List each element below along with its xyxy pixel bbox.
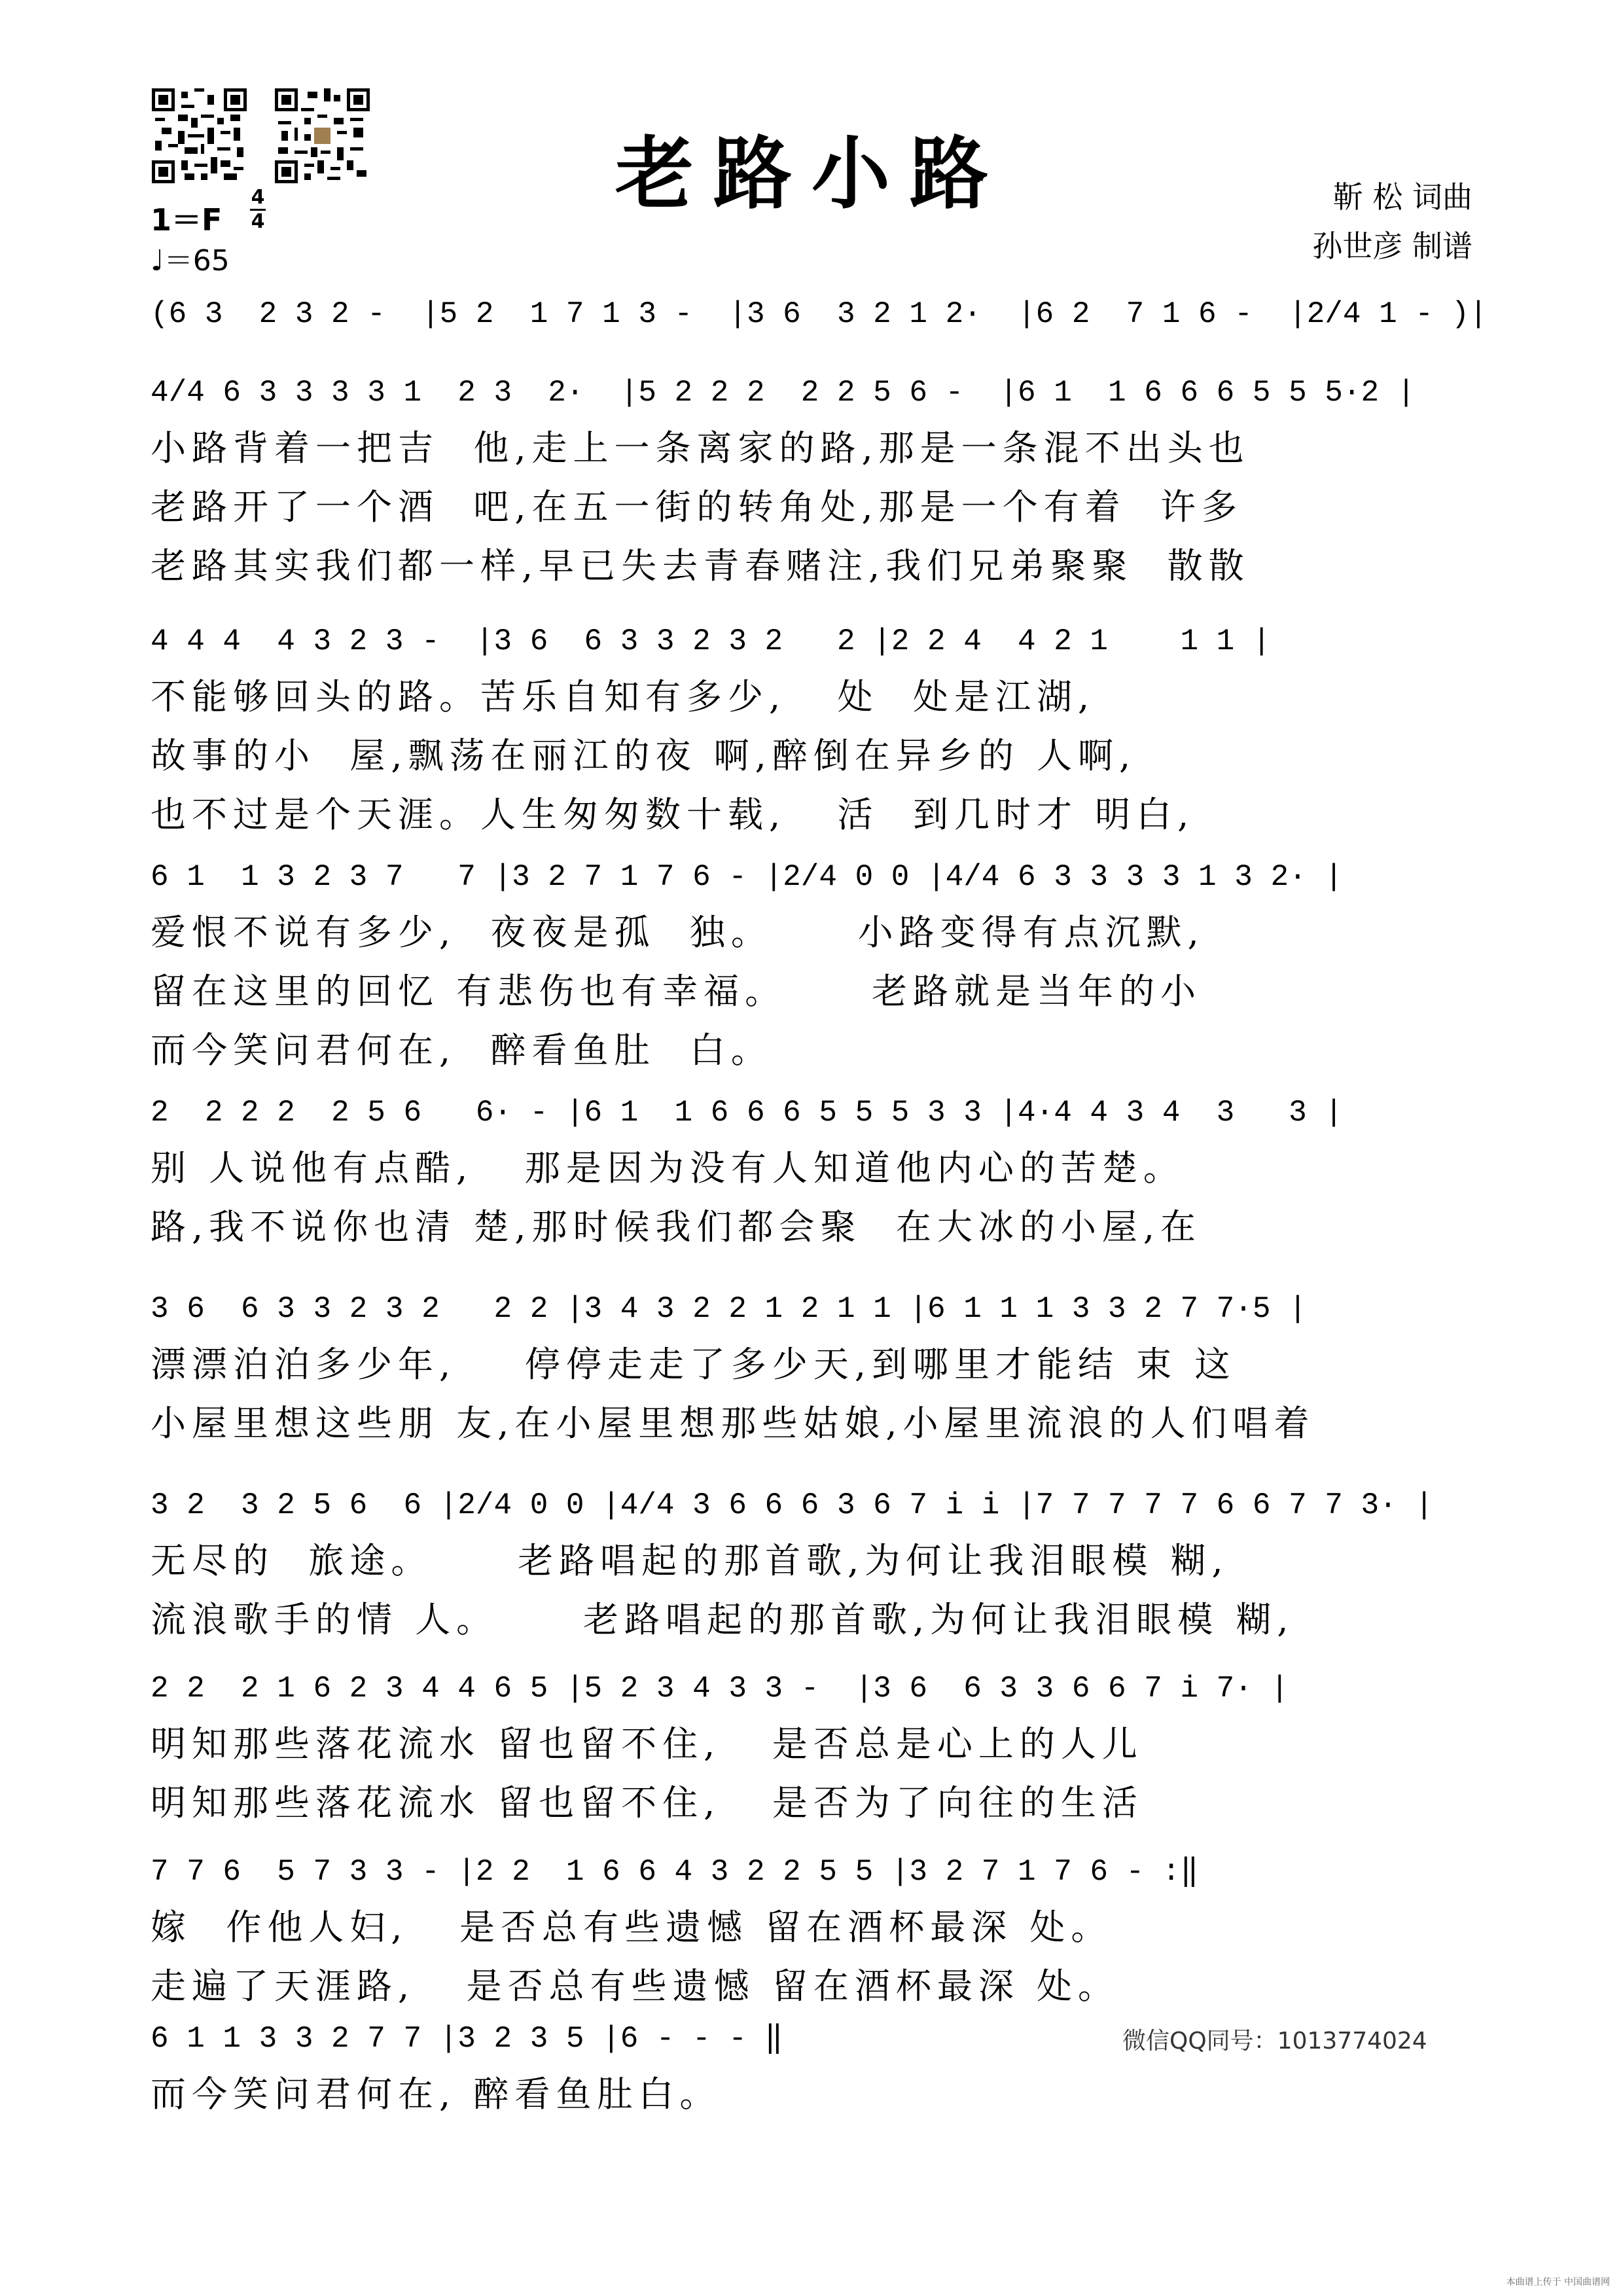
composer-credit: 靳 松 词曲 (1332, 179, 1472, 215)
time-signature-top: 4 (251, 186, 265, 209)
notation-line: 6 1 1 3 3 2 7 7 |3 2 3 5 |6 - - - ‖ (151, 2022, 783, 2056)
tempo-marking: ♩＝65 (151, 244, 230, 278)
score-system-5 (151, 1283, 1472, 1453)
score-system-0 (151, 288, 1488, 340)
score-system-2 (151, 615, 1472, 844)
lyric-verse-1: 无尽的 旅途。 老路唱起的那首歌,为何让我泪眼模 糊, (151, 1540, 1229, 1581)
transcriber-credit: 孙世彦 制谱 (1312, 228, 1472, 264)
notation-line: 3 2 3 2 5 6 6 |2/4 0 0 |4/4 3 6 6 6 3 6 7 i i |7 7 7 7 7 6 6 7 7 3· | (151, 1488, 1433, 1522)
notation-line: 4/4 6 3 3 3 3 1 2 3 2· |5 2 2 2 2 2 5 6 - |6 1 1 6 6 6 5 5 5·2 | (151, 376, 1416, 410)
lyric-verse-1: 小路背着一把吉 他,走上一条离家的路,那是一条混不出头也 (151, 427, 1250, 469)
score-system-1 (151, 367, 1472, 596)
lyric-verse-2: 流浪歌手的情 人。 老路唱起的那首歌,为何让我泪眼模 糊, (151, 1599, 1294, 1640)
lyric-verse-3: 老路其实我们都一样,早已失去青春赌注,我们兄弟聚聚 散散 (151, 545, 1250, 586)
time-signature-bottom: 4 (251, 210, 265, 233)
notation-line: 6 1 1 3 2 3 7 7 |3 2 7 1 7 6 - |2/4 0 0 |4/4 6 3 3 3 3 1 3 2· | (151, 860, 1343, 894)
lyric-verse-1: 明知那些落花流水 留也留不住, 是否总是心上的人儿 (151, 1723, 1143, 1765)
key-signature: 1＝F (151, 202, 223, 238)
lyric-verse-1: 嫁 作他人妇, 是否总有些遗憾 留在酒杯最深 处。 (151, 1907, 1113, 1948)
footer-watermark: 本曲谱上传于 中国曲谱网 (1506, 2277, 1610, 2287)
score-system-3 (151, 851, 1472, 1080)
notation-line: 3 6 6 3 3 2 3 2 2 2 |3 4 3 2 2 1 2 1 1 |6 1 1 1 3 3 2 7 7·5 | (151, 1292, 1307, 1326)
lyric-verse-2: 故事的小 屋,飘荡在丽江的夜 啊,醉倒在异乡的 人啊, (151, 735, 1137, 776)
notation-line: (6 3 2 3 2 - |5 2 1 7 1 3 - |3 6 3 2 1 2· |6 2 7 1 6 - |2/4 1 - )| (151, 297, 1488, 331)
score-system-4 (151, 1086, 1472, 1257)
contact-info: 微信QQ同号：1013774024 (1122, 2028, 1427, 2054)
notation-line: 7 7 6 5 7 3 3 - |2 2 1 6 6 4 3 2 2 5 5 |3 2 7 1 7 6 - :‖ (151, 1855, 1199, 1889)
lyric-verse-1: 不能够回头的路。苦乐自知有多少, 处 处是江湖, (151, 676, 1096, 717)
lyric-verse-1: 别 人说他有点酷, 那是因为没有人知道他内心的苦楚。 (151, 1147, 1185, 1189)
lyric-verse-1: 爱恨不说有多少, 夜夜是孤 独。 小路变得有点沉默, (151, 912, 1205, 953)
song-title: 老路小路 (615, 128, 1008, 220)
lyric-verse-2: 小屋里想这些朋 友,在小屋里想那些姑娘,小屋里流浪的人们唱着 (151, 1403, 1315, 1444)
score-system-8 (151, 1846, 1472, 2016)
lyric-verse-3: 而今笑问君何在, 醉看鱼肚 白。 (151, 1030, 772, 1071)
lyric-verse-2: 留在这里的回忆 有悲伤也有幸福。 老路就是当年的小 (151, 971, 1202, 1012)
notation-line: 2 2 2 2 2 5 6 6· - |6 1 1 6 6 6 5 5 5 3 3 |4·4 4 3 4 3 3 | (151, 1096, 1343, 1130)
lyric-verse-3: 也不过是个天涯。人生匆匆数十载, 活 到几时才 明白, (151, 794, 1195, 835)
time-signature (250, 187, 266, 233)
lyric-verse-2: 走遍了天涯路, 是否总有些遗憾 留在酒杯最深 处。 (151, 1965, 1119, 2007)
lyric-verse-1: 漂漂泊泊多少年, 停停走走了多少天,到哪里才能结 束 这 (151, 1344, 1236, 1385)
score-system-7 (151, 1662, 1472, 1833)
lyric-verse-2: 路,我不说你也清 楚,那时候我们都会聚 在大冰的小屋,在 (151, 1206, 1202, 1247)
notation-line: 2 2 2 1 6 2 3 4 4 6 5 |5 2 3 4 3 3 - |3 6 6 3 3 6 6 7 i 7· | (151, 1672, 1289, 1706)
notation-line: 4 4 4 4 3 2 3 - |3 6 6 3 3 2 3 2 2 |2 2 4 4 2 1 1 1 | (151, 624, 1271, 658)
lyric-verse-2: 明知那些落花流水 留也留不住, 是否为了向往的生活 (151, 1782, 1143, 1823)
score-system-6 (151, 1479, 1472, 1649)
lyric-verse-1: 而今笑问君何在, 醉看鱼肚白。 (151, 2073, 721, 2115)
lyric-verse-2: 老路开了一个酒 吧,在五一街的转角处,那是一个有着 许多 (151, 486, 1243, 528)
